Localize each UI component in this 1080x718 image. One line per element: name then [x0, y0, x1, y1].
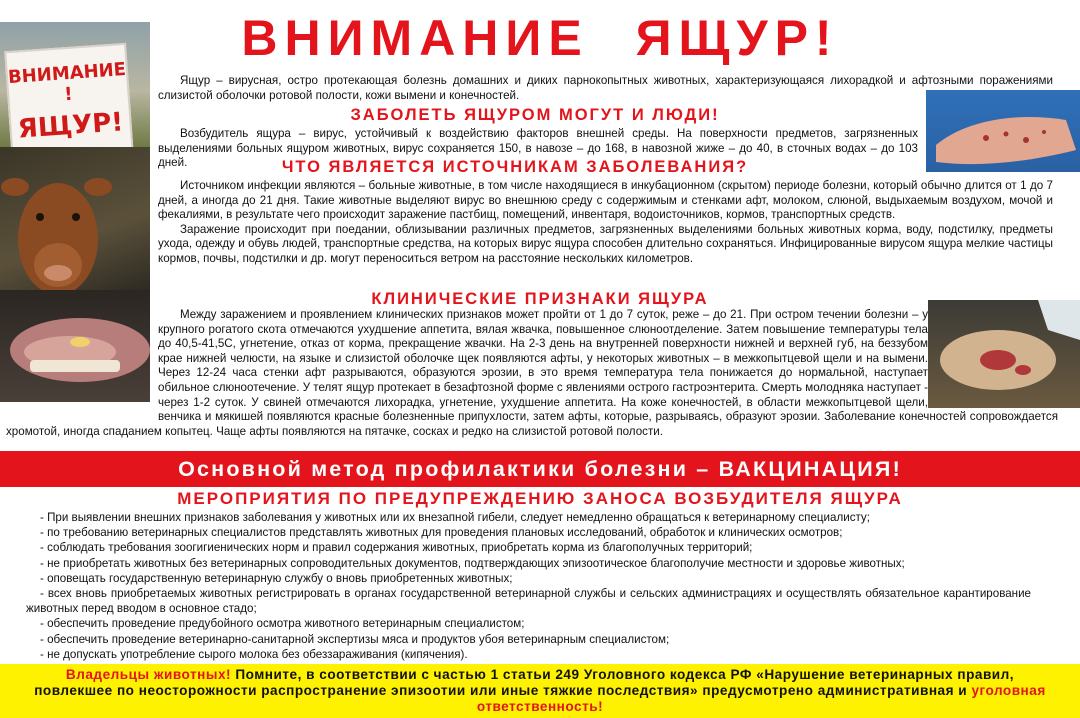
warning-sign-photo [0, 22, 150, 147]
measure-item: - оповещать государственную ветеринарную службу о вновь приобретенных животных; [40, 571, 513, 585]
measure-item: - соблюдать требования зоогигиенических норм и правил содержания животных, приобретать корма из благополучных территорий; [40, 541, 753, 555]
measures-heading: МЕРОПРИЯТИЯ ПО ПРЕДУПРЕЖДЕНИЮ ЗАНОСА ВОЗБУДИТЕЛЯ ЯЩУРА [177, 489, 903, 508]
calf-image [0, 147, 150, 290]
intro-text [158, 74, 1053, 103]
measure-item: - При выявлении внешних признаков заболевания у животных или их внезапной гибели, следует немедленно обращаться к ветеринарному специалисту; [40, 511, 870, 524]
measure-item: - обеспечить проведение ветеринарно-санитарной экспертизы мяса и продуктов убоя ветеринарным специалистом; [40, 632, 670, 646]
measure-item: - по требованию ветеринарных специалистов представлять животных для проведения плановых исследований, обработок и клинических осмотров; [40, 526, 843, 540]
section2-text [158, 179, 1053, 267]
section3-paragraph: Между заражением и проявлением клинических признаков может пройти от 1 до 7 суток, реже – до 21. При остром течении болезни – у крупного рогатого скота отмечаются ухудшение аппетита, вялая жвачка, повышенное слюноотделение. Затем повышение температуры тела до 40,5-41,5С, угнетение, отказ от корма, прекращение жвачки. На 2-3 день на внутренней поверхности нижней и верхней губ, на беззубом крае нижней челюсти, на языке и слизистой оболочке щек появляются афты, у некоторых животных – в межкопытцевой щели и на вымени. Через 12-24 часа стенки афт разрываются, образуются эрозии, в это время температура тела понижается до нормальной, наступает обильное слюноотечение. У телят ящур протекает в безафтозной форме с явлениями острого гастроэнтерита. Смерть молодняка наступает - через 1-2 суток. У свиней отмечаются лихорадка, угнетение, ухудшение аппетита. На коже конечностей, в области межкопытцевой щели, венчика и мякишей появляются красные болезненные припухлости, затем афты, которые, разрываясь, образуют эрозии. Заболевание конечностей сопровождается хромотой, иногда спаданием копытец. Чаще афты появляются на пятачке, сосках и редко на слизистой ротовой полости. [6, 308, 1058, 438]
vaccination-banner: Основной метод профилактики болезни – ВАКЦИНАЦИЯ! [0, 451, 1080, 487]
section3-text [6, 308, 1058, 439]
measure-item: - обеспечить проведение предубойного осмотра животного ветеринарным специалистом; [40, 617, 525, 631]
intro-paragraph: Ящур – вирусная, остро протекающая болезнь домашних и диких парнокопытных животных, характеризующаяся лихорадкой и афтозными поражениями слизистой оболочки ротовой полости, кожи вымени и конечностей. [158, 74, 1053, 102]
section1-heading: ЗАБОЛЕТЬ ЯЩУРОМ МОГУТ И ЛЮДИ! [350, 106, 720, 124]
sign-line-1: ВНИМАНИЕ ! [7, 58, 127, 106]
measure-item: - не приобретать животных без ветеринарных сопроводительных документов, подтверждающих эпизоотическое благополучие местности и здоровье животных; [40, 556, 905, 570]
section3-heading: КЛИНИЧЕСКИЕ ПРИЗНАКИ ЯЩУРА [371, 290, 709, 308]
measure-item: - не допускать употребление сырого молока без обеззараживания (кипячения). [40, 647, 468, 661]
page-title: ВНИМАНИЕ ЯЩУР! [241, 10, 839, 66]
legal-warning-footer [0, 664, 1080, 718]
section2-heading: ЧТО ЯВЛЯЕТСЯ ИСТОЧНИКАМ ЗАБОЛЕВАНИЯ? [281, 158, 749, 176]
legal-text: Помните, в соответствии с частью 1 статьи 249 Уголовного кодекса РФ «Нарушение ветеринарных правил, повлекшее по неосторожности распространение эпизоотии или иные тяжкие последствия» предусмотрено административная и [34, 667, 1015, 699]
calf-photo [0, 147, 150, 290]
measure-item: - всех вновь приобретаемых животных регистрировать в органах государственной ветеринарной службы и сельских администрациях и осуществлять обязательное карантирование животных перед вводом в основное стадо; [26, 587, 1031, 616]
legal-warning-text [30, 667, 1050, 716]
section1-paragraph: Возбудитель ящура – вирус, устойчивый к воздействию факторов внешней среды. На поверхности предметов, загрязненных выделениями больных ящуром животных, вирус сохраняется 150, в навозе – до 168, в навозной жиже – до 40, в сточных водах – до 103 дней. [158, 127, 918, 170]
section2-paragraph-2: Заражение происходит при поедании, облизывании различных предметов, загрязненных выделениями больных животных корма, воду, подстилку, предметы ухода, одежду и обувь людей, транспортные средства, на которых вирус ящура способен длительно сохраняться. Инфицированные вирусом ящура мелкие частицы кормов, почвы, подстилки и др. могут переноситься ветром на расстояние нескольких километров. [158, 222, 1053, 265]
measures-list [26, 510, 1070, 662]
section2-paragraph-1: Источником инфекции являются – больные животные, в том числе находящиеся в инкубационном (скрытом) периоде болезни, который обычно длится от 1 до 7 дней, а иногда до 21 дня. Такие животные выделяют вирус во внешнюю среду с содержимым и стенками афт, молоком, слюной, выдыхаемым воздухом, мочой и фекалиями, в результате чего происходит заражение пастбищ, помещений, инвентаря, водоисточников, кормов, транспортных средств. [158, 179, 1053, 222]
owners-callout: Владельцы животных! [65, 667, 232, 682]
sign-board [4, 43, 134, 147]
criminal-liability: уголовная ответственность! [476, 683, 1046, 715]
sign-line-2: ЯЩУР! [16, 107, 125, 145]
